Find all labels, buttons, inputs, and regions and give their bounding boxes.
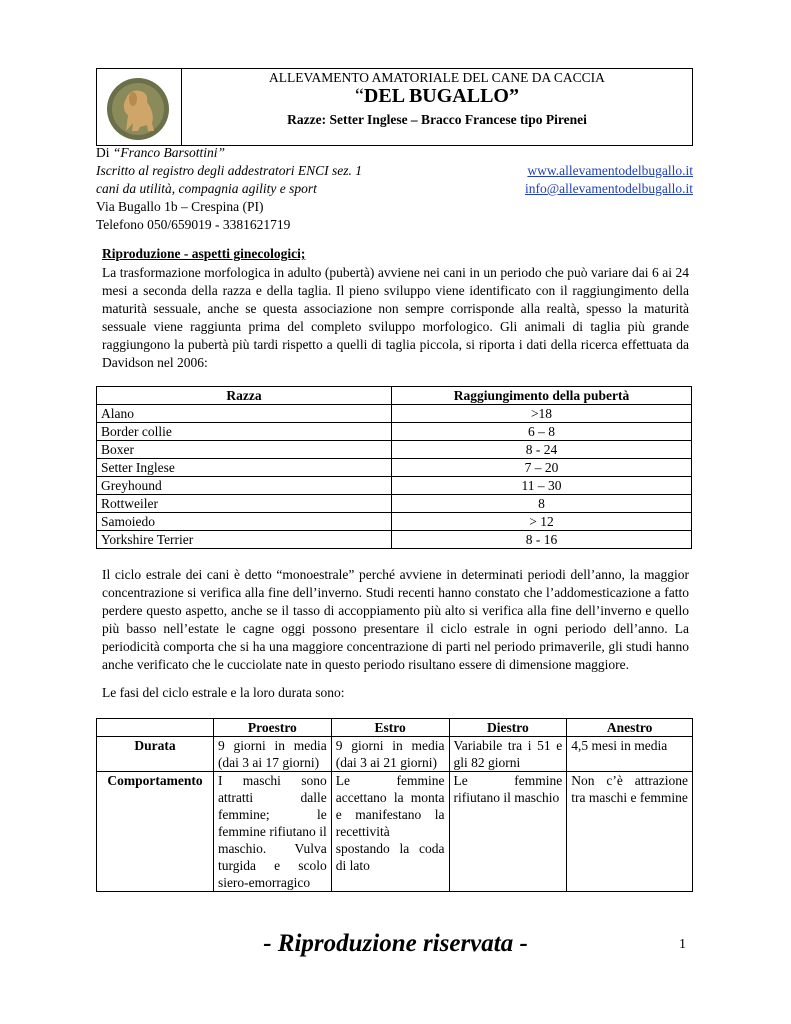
table-row [97,513,692,531]
paragraph-phases-intro: Le fasi del ciclo estrale e la loro durata sono: [102,685,345,700]
breed-cell: Yorkshire Terrier [97,531,392,549]
age-cell: 8 - 16 [392,531,692,549]
age-cell: 6 – 8 [392,423,692,441]
contact-links [525,162,693,198]
table-cell: Le femmine accettano la monta e manifestano la recettività spostando la coda di lato [331,772,449,892]
column-header: Raggiungimento della pubertà [392,387,692,405]
table-row [97,737,693,772]
table-row [97,423,692,441]
table-cell: 9 giorni in media (dai 3 ai 21 giorni) [331,737,449,772]
table-cell: Non c’è attrazione tra maschi e femmine [567,772,693,892]
website-link[interactable]: www.allevamentodelbugallo.it [527,163,693,178]
age-cell: >18 [392,405,692,423]
age-cell: 8 - 24 [392,441,692,459]
email-link[interactable]: info@allevamentodelbugallo.it [524,181,693,196]
page-number: 1 [679,937,686,952]
paragraph-estrous-cycle: Il ciclo estrale dei cani è detto “monoestrale” perché avviene in determinati periodi dell’anno, la maggior concentrazione si verifica alla fine dell’inverno. Studi recenti hanno constato che l’addomesticazione a fatto perdere questo aspetto, anche se il tasso di accoppiamento più alto si verifica alla fine dell’inverno e quello più basso nell’estate le cagne oggi possono presentare il ciclo estrale in ogni periodo dell’anno. La periodicità comporta che si ha una maggiore concentrazione di parti nel periodo primaverile, gli studi hanno anche verificato che le cucciolate nate in questo periodo risultano essere di dimensione maggiore. [102,567,689,672]
breed-cell: Border collie [97,423,392,441]
kennel-type: ALLEVAMENTO AMATORIALE DEL CANE DA CACCIA [269,70,605,85]
kennel-breeds: Razze: Setter Inglese – Bracco Francese tipo Pirenei [287,112,587,127]
puberty-table [96,386,692,549]
breed-cell: Boxer [97,441,392,459]
column-header: Proestro [213,719,331,737]
row-header: Comportamento [97,772,214,892]
table-cell: Le femmine rifiutano il maschio [449,772,567,892]
table-cell: 9 giorni in media (dai 3 ai 17 giorni) [213,737,331,772]
estrous-cycle-table [96,718,693,892]
kennel-name: “DEL BUGALLO” [355,85,519,107]
author-address: Via Bugallo 1b – Crespina (PI) [96,199,264,214]
letterhead [96,68,693,146]
table-cell: 4,5 mesi in media [567,737,693,772]
section-title: Riproduzione - aspetti ginecologici; [102,246,306,261]
column-header: Anestro [567,719,693,737]
table-row [97,405,692,423]
column-header [97,719,214,737]
author-registration: Iscritto al registro degli addestratori ENCI sez. 1 [96,163,362,178]
table-cell: Variabile tra i 51 e gli 82 giorni [449,737,567,772]
footer-notice: - Riproduzione riservata - [263,930,528,957]
column-header: Razza [97,387,392,405]
dog-logo-icon [102,75,174,143]
age-cell: 8 [392,495,692,513]
age-cell: 11 – 30 [392,477,692,495]
breed-cell: Rottweiler [97,495,392,513]
age-cell: > 12 [392,513,692,531]
author-name: Di “Franco Barsottini” [96,145,226,160]
logo-cell [97,69,182,145]
table-row [97,459,692,477]
table-header-row [97,387,692,405]
table-row [97,495,692,513]
paragraph-puberty: La trasformazione morfologica in adulto (pubertà) avviene nei cani in un periodo che può variare dai 6 ai 24 mesi a seconda della razza e della taglia. Il pieno sviluppo viene identificato con il raggiungimento della maturità sessuale, anche se questa associazione non sempre corrisponde alla realtà, spesso la maturità sessuale viene raggiunta prima del completo sviluppo morfologico. Gli animali di taglia più grande raggiungono la pubertà più tardi rispetto a quelli di taglia piccola, si riporta i dati della ricerca effettuata da Davidson nel 2006: [102,265,689,370]
author-block [96,144,362,234]
row-header: Durata [97,737,214,772]
table-row [97,772,693,892]
author-phone: Telefono 050/659019 - 3381621719 [96,217,291,232]
table-cell: I maschi sono attratti dalle femmine; le femmine rifiutano il maschio. Vulva turgida e scolo siero-emorragico [213,772,331,892]
column-header: Diestro [449,719,567,737]
column-header: Estro [331,719,449,737]
table-header-row [97,719,693,737]
breed-cell: Greyhound [97,477,392,495]
author-specialty: cani da utilità, compagnia agility e sport [96,181,317,196]
table-row [97,477,692,495]
table-row [97,441,692,459]
breed-cell: Alano [97,405,392,423]
breed-cell: Samoiedo [97,513,392,531]
breed-cell: Setter Inglese [97,459,392,477]
table-row [97,531,692,549]
age-cell: 7 – 20 [392,459,692,477]
